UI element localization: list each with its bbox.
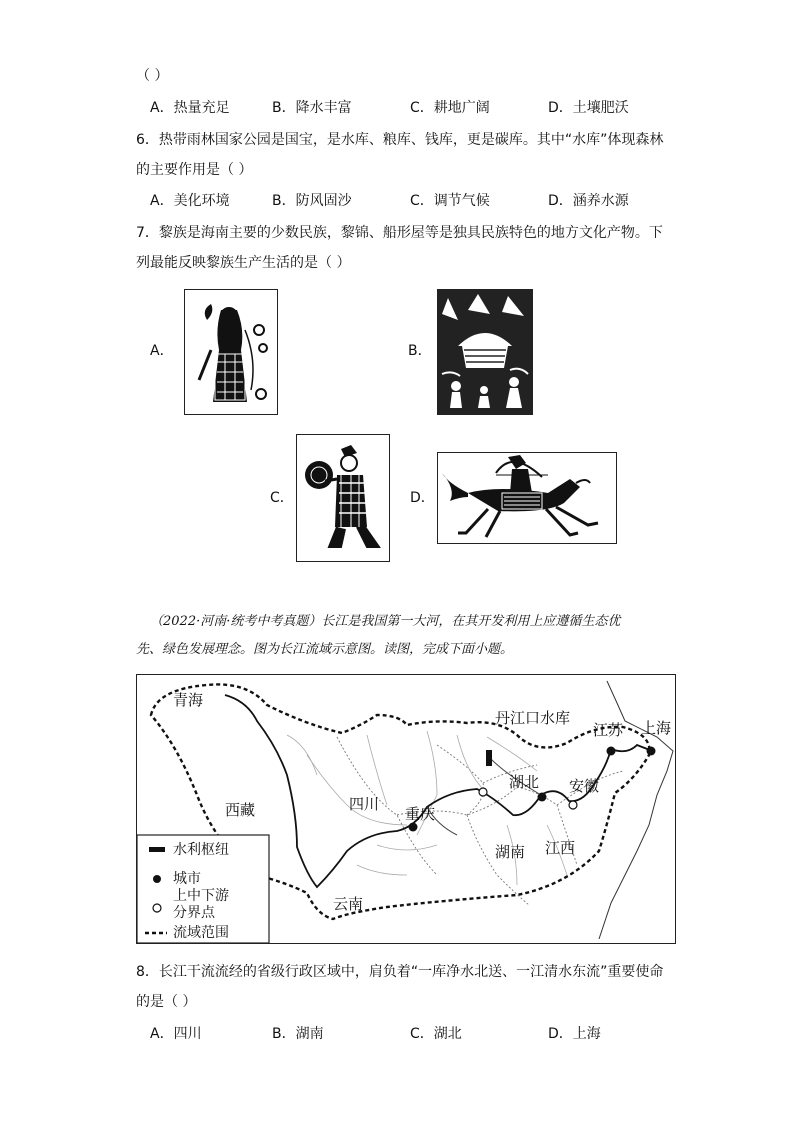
q5-option-d[interactable]: D．土壤肥沃: [548, 100, 629, 116]
map-label-xizang: 西藏: [225, 801, 256, 819]
map-label-yunnan: 云南: [333, 895, 364, 913]
map-label-jiangxi: 江西: [545, 839, 576, 857]
papercut-woman-icon: [185, 290, 277, 414]
q7-option-a-label[interactable]: A．: [150, 343, 174, 359]
q6-option-c[interactable]: C．调节气候: [410, 193, 490, 209]
legend-city: 城市: [173, 871, 201, 887]
map-label-chongqing: 重庆: [405, 805, 436, 823]
q6-option-b[interactable]: B．防风固沙: [272, 193, 352, 209]
map-label-hunan: 湖南: [495, 843, 526, 861]
papercut-horse-archer-icon: [438, 453, 616, 543]
papercut-village-icon: [438, 290, 532, 414]
q6-option-a[interactable]: A．美化环境: [150, 193, 230, 209]
map-label-anhui: 安徽: [569, 777, 600, 795]
map-label-sichuan: 四川: [349, 795, 380, 813]
legend-boundary-point-2: 分界点: [173, 905, 215, 921]
q8-option-a[interactable]: A．四川: [150, 1026, 202, 1042]
yangtze-basin-map: [136, 674, 676, 944]
q5-option-c[interactable]: C．耕地广阔: [410, 100, 490, 116]
q6-stem-line1: 6．热带雨林国家公园是国宝，是水库、粮库、钱库，更是碳库。其中“水库”体现森林: [136, 132, 664, 148]
map-label-jiangsu: 江苏: [593, 721, 624, 739]
map-label-qinghai: 青海: [173, 691, 204, 709]
q7-stem-line2: 列最能反映黎族生产生活的是（ ）: [136, 255, 351, 271]
q8-option-c[interactable]: C．湖北: [410, 1026, 462, 1042]
papercut-drummer-icon: [297, 435, 389, 561]
q7-option-d-image[interactable]: [437, 452, 617, 544]
map-label-shanghai: 上海: [641, 719, 672, 737]
q8-option-d[interactable]: D．上海: [548, 1026, 601, 1042]
q7-option-a-image[interactable]: [184, 289, 278, 415]
q7-stem-line1: 7．黎族是海南主要的少数民族，黎锦、船形屋等是独具民族特色的地方文化产物。下: [136, 225, 663, 241]
q7-option-c-label[interactable]: C．: [270, 490, 294, 506]
legend-basin: 流域范围: [173, 925, 229, 941]
legend-hydro-hub: 水利枢纽: [173, 842, 229, 858]
q6-option-d[interactable]: D．涵养水源: [548, 193, 629, 209]
boundary-point-hukou: [569, 801, 577, 809]
city-nanjing-dot: [607, 747, 616, 756]
q5-bracket: （ ）: [136, 68, 169, 84]
legend-boundary-point-1: 上中下游: [173, 888, 229, 904]
q7-option-d-label[interactable]: D．: [410, 490, 435, 506]
q8-stem-line2: 的是（ ）: [136, 994, 197, 1010]
q8-option-b[interactable]: B．湖南: [272, 1026, 324, 1042]
q6-stem-line2: 的主要作用是（ ）: [136, 162, 253, 178]
map-label-hubei: 湖北: [509, 773, 540, 791]
map-intro-line1: （2022·河南·统考中考真题）长江是我国第一大河，在其开发利用上应遵循生态优: [150, 614, 621, 629]
map-label-reservoir: 丹江口水库: [495, 709, 571, 727]
boundary-point-yichang: [479, 788, 487, 796]
q7-option-b-image[interactable]: [437, 289, 533, 415]
city-wuhan-dot: [538, 793, 547, 802]
q7-option-b-label[interactable]: B．: [408, 343, 432, 359]
map-intro-line2: 先、绿色发展理念。图为长江流域示意图。读图，完成下面小题。: [136, 642, 514, 657]
city-shanghai-dot: [647, 747, 656, 756]
q7-option-c-image[interactable]: [296, 434, 390, 562]
q5-option-a[interactable]: A．热量充足: [150, 100, 230, 116]
q8-stem-line1: 8．长江干流流经的省级行政区域中，肩负着“一库净水北送、一江清水东流”重要使命: [136, 964, 664, 980]
city-chongqing-dot: [409, 823, 418, 832]
reservoir-marker: [486, 750, 492, 766]
q5-option-b[interactable]: B．降水丰富: [272, 100, 352, 116]
